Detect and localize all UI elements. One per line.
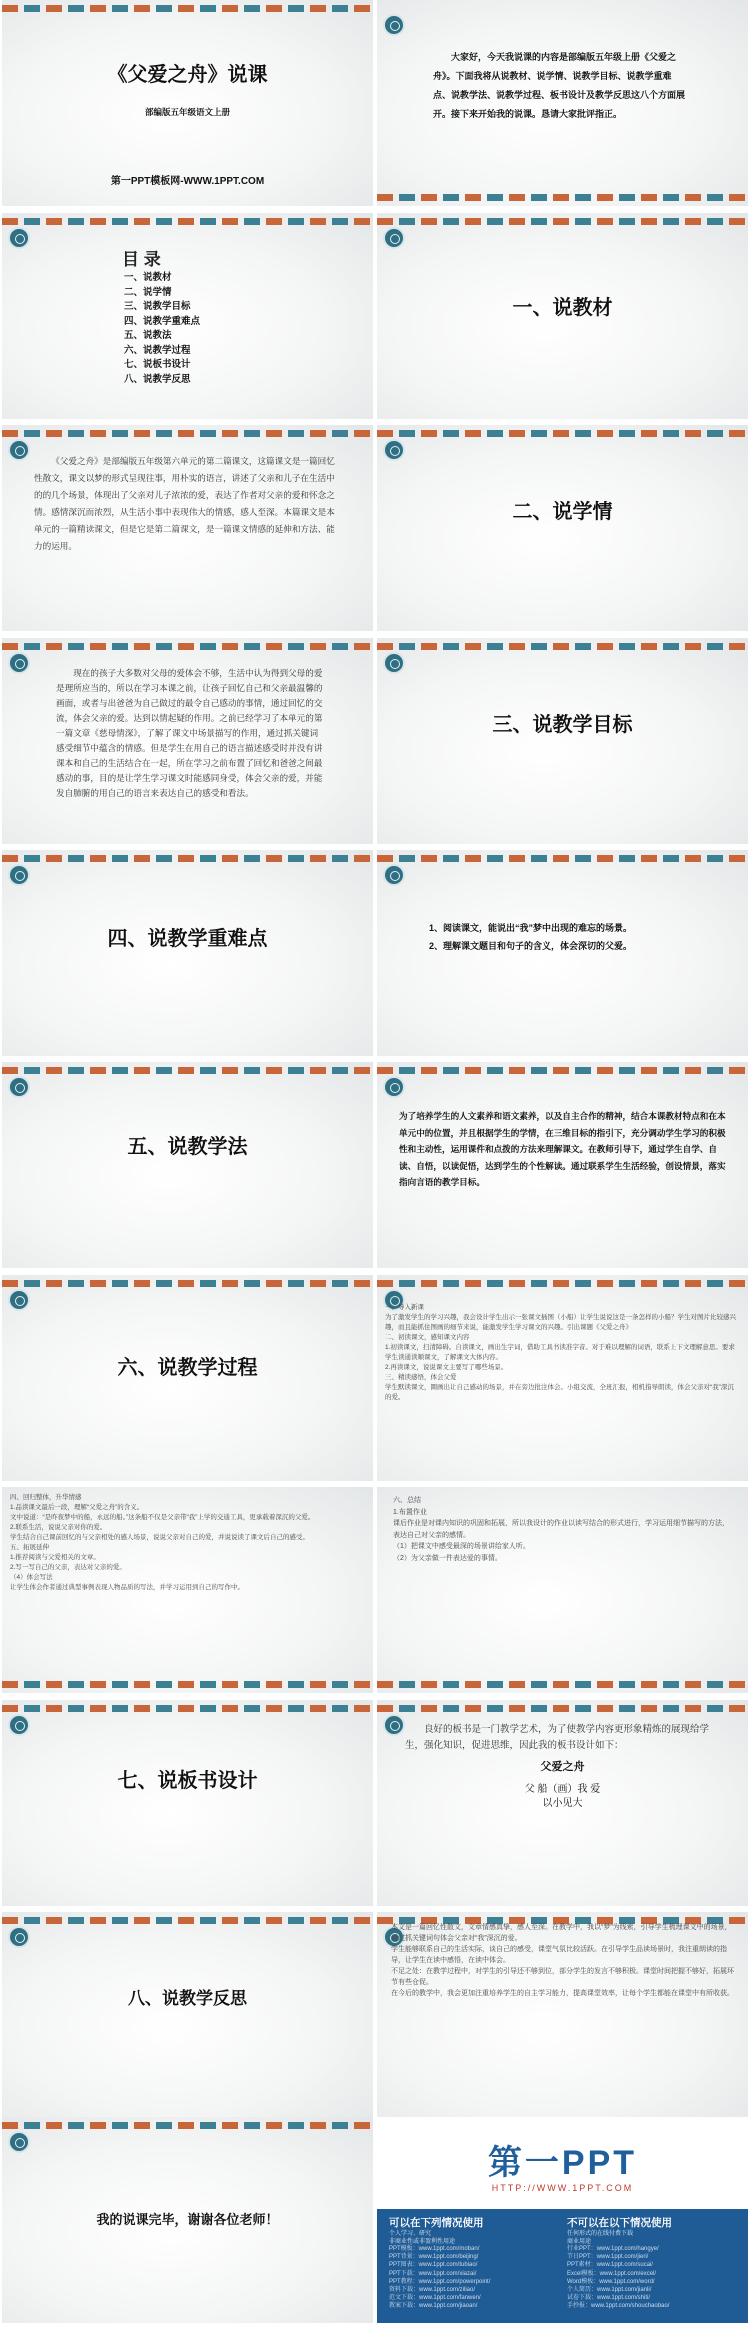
process-line: 让学生体会作者通过典型事例表现人物品质的写法，并学习运用到自己的写作中。 xyxy=(10,1584,244,1591)
homework-line: 课后作业是对课内知识的巩固和拓展，所以我设计的作业以读写结合的形式进行，学习运用细节描写的方法，表达自己对父亲的感情。 xyxy=(393,1520,729,1539)
toc-title: 目 录 xyxy=(122,250,161,269)
resource-link[interactable]: PPT教程：www.1ppt.com/powerpoint/ xyxy=(389,2278,491,2285)
badge-icon xyxy=(383,1076,405,1098)
site-label: 第一PPT模板网-WWW.1PPT.COM xyxy=(110,176,265,187)
slide-18[interactable] xyxy=(377,1700,748,1906)
badge-icon xyxy=(383,227,405,249)
section-heading: 八、说教学反思 xyxy=(128,1989,247,2008)
process-line: 二、初读课文，感知课文内容 xyxy=(385,1334,470,1341)
can-use-title: 可以在下列情况使用 xyxy=(389,2217,484,2229)
can-use-item: 个人学习、研究 xyxy=(389,2231,432,2237)
key-point-1: 1、阅读课文，能说出“我”梦中出现的难忘的场景。 xyxy=(429,923,633,933)
usage-banner xyxy=(377,2209,748,2323)
board-title: 父爱之舟 xyxy=(540,1761,585,1773)
intro-text: 大家好，今天我说课的内容是部编版五年级上册《父爱之舟》。下面我将从说教材、说学情、说教学目标、说教学重难点、说教学法、说教学过程、板书设计及教学反思这八个方面展开。接下来开始我的说课。恳请大家批评指正。 xyxy=(433,52,686,119)
top-stripe xyxy=(2,2122,373,2129)
can-use-column xyxy=(389,2215,564,2246)
top-stripe xyxy=(377,855,748,862)
top-stripe xyxy=(2,855,373,862)
cannot-use-title: 不可以在以下情况使用 xyxy=(567,2217,672,2229)
process-line: 文中说道：“是昨夜梦中的船，永远的船。”这条船不仅是父亲带“我”上学的交通工具，更承载着深沉的父爱。 xyxy=(10,1514,315,1521)
toc-item[interactable]: 三、说教学目标 xyxy=(124,301,191,312)
reflection-text xyxy=(391,1922,736,1999)
cannot-use-column xyxy=(567,2215,742,2246)
bottom-stripe xyxy=(2,1681,373,1688)
process-text-2 xyxy=(10,1493,363,1593)
toc-list xyxy=(124,271,200,387)
resource-link[interactable]: Excel模板：www.1ppt.com/excel/ xyxy=(567,2270,657,2277)
badge-icon xyxy=(383,439,405,461)
process-line: 2.写一写自己的父亲，表达对父亲的爱。 xyxy=(10,1564,126,1571)
slide-subtitle: 部编版五年级语文上册 xyxy=(144,107,230,117)
process-line: 五、拓展延伸 xyxy=(10,1544,49,1551)
homework-line: 六、总结 xyxy=(393,1497,421,1504)
links-left xyxy=(389,2245,564,2311)
top-stripe xyxy=(2,643,373,650)
slide-9[interactable] xyxy=(2,850,373,1056)
badge-icon xyxy=(8,439,30,461)
slide-12[interactable] xyxy=(377,1062,748,1268)
homework-line: 1.布置作业 xyxy=(393,1508,427,1516)
top-stripe xyxy=(2,218,373,225)
top-stripe xyxy=(2,1705,373,1712)
slide-6[interactable] xyxy=(377,425,748,631)
slide-1[interactable] xyxy=(2,0,373,206)
resource-link[interactable]: 节日PPT：www.1ppt.com/jieri/ xyxy=(567,2254,649,2261)
top-stripe xyxy=(377,430,748,437)
key-point-2: 2、理解课文题目和句子的含义，体会深切的父爱。 xyxy=(429,941,633,951)
toc-item[interactable]: 一、说教材 xyxy=(124,272,172,283)
toc-item[interactable]: 四、说教学重难点 xyxy=(124,315,201,327)
top-stripe xyxy=(2,1067,373,1074)
cannot-use-item: 任何形式的在线付费下载 xyxy=(567,2231,634,2237)
slide-15[interactable] xyxy=(2,1487,373,1693)
process-line: 为了激发学生的学习兴趣，我会设计学生出示一张课文插图（小船）让学生说说这是一条怎样的小船？学生对图片比较感兴趣，而且能抓住图画的细节来说，能激发学生学习课文的兴趣。引出课题《父爱之舟》 xyxy=(385,1314,736,1331)
slide-5[interactable] xyxy=(2,425,373,631)
homework-line: （1）把课文中感受最深的场景讲给家人听。 xyxy=(393,1543,530,1550)
slide-17[interactable] xyxy=(2,1700,373,1906)
top-stripe xyxy=(2,1917,373,1924)
toc-item[interactable]: 七、说板书设计 xyxy=(124,359,191,370)
links-right xyxy=(567,2245,742,2311)
homework-line: （2）为父亲做一件表达爱的事情。 xyxy=(393,1554,502,1562)
badge-icon xyxy=(8,1714,30,1736)
toc-item[interactable]: 五、说教法 xyxy=(124,330,172,341)
badge-icon xyxy=(383,1714,405,1736)
resource-link[interactable]: Word模板：www.1ppt.com/word/ xyxy=(567,2278,655,2285)
resource-link[interactable]: PPT素材：www.1ppt.com/sucai/ xyxy=(567,2262,654,2269)
top-stripe xyxy=(2,5,373,12)
badge-icon xyxy=(8,652,30,674)
slide-14[interactable] xyxy=(377,1275,748,1481)
process-line: 2.联系生活，说说父亲对你的爱。 xyxy=(10,1524,107,1531)
process-line: （4）体会写法 xyxy=(10,1574,53,1581)
section-heading: 七、说板书设计 xyxy=(117,1770,258,1792)
badge-icon xyxy=(383,14,405,36)
reflection-line: 在今后的教学中，我会更加注重培养学生的自主学习能力，提高课堂效率，让每个学生都能在课堂中有所收获。 xyxy=(391,1990,734,1997)
board-line-2: 以小见大 xyxy=(542,1798,583,1809)
slide-title: 《父爱之舟》说课 xyxy=(107,64,268,86)
badge-icon xyxy=(8,1076,30,1098)
resource-link[interactable]: 资料下载：www.1ppt.com/ziliao/ xyxy=(389,2287,476,2294)
slide-13[interactable] xyxy=(2,1275,373,1481)
teaching-method-text: 为了培养学生的人文素养和语文素养，以及自主合作的精神，结合本课教材特点和在本单元中的位置，并且根据学生的学情，在三维目标的指引下，充分调动学生学习的积极性和主动性，运用课件和点拨的方法来理解课文。在教师引导下，通过学生自学、自读、自悟，以读促悟，达到学生的个性解读。通过联系学生生活经验，创设情景，落实指向言语的教学目标。 xyxy=(399,1111,726,1187)
teaching-material-text: 《父爱之舟》是部编版五年级第六单元的第二篇课文，这篇课文是一篇回忆性散文，课文以梦的形式呈现往事，用朴实的语言，讲述了父亲和儿子在生活中的的几个场景，体现出了父亲对儿子浓浓的爱，表达了作者对父亲的爱和怀念之情。感情深沉而浓烈，从生活小事中表现伟大的情感，感人至深。本篇课文是本单元的一篇精读课文，但是它是第二篇课文，是一篇课文情感的延伸和方法、能力的运用。 xyxy=(34,456,335,551)
slide-19[interactable] xyxy=(2,1912,373,2118)
slide-3[interactable] xyxy=(2,213,373,419)
resource-link[interactable]: 教案下载：www.1ppt.com/jiaoan/ xyxy=(389,2303,478,2310)
slide-7[interactable] xyxy=(2,638,373,844)
ppt-url[interactable]: HTTP://WWW.1PPT.COM xyxy=(491,2183,634,2193)
badge-icon xyxy=(8,864,30,886)
board-intro: 良好的板书是一门教学艺术，为了使教学内容更形象精炼的展现给学生，强化知识，促进思维，因此我的板书设计如下： xyxy=(405,1724,710,1751)
ppt-logo: 第一PPT xyxy=(487,2144,638,2182)
section-heading: 三、说教学目标 xyxy=(492,714,633,736)
slide-22[interactable] xyxy=(377,2117,748,2323)
process-line: 学生默读课文，圈画出让自己感动的场景，并在旁边批注体会。小组交流，全班汇报，相机指导朗读，体会父亲对“我”深沉的爱。 xyxy=(385,1384,734,1401)
process-line: 学生结合自己课前回忆的与父亲相处的感人场景，说说父亲对自己的爱，并说说读了课文后自己的感受。 xyxy=(10,1534,309,1541)
toc-item[interactable]: 二、说学情 xyxy=(124,286,172,298)
board-line-1: 父 船（画）我 爱 xyxy=(524,1784,601,1795)
resource-link[interactable]: 行业PPT：www.1ppt.com/hangye/ xyxy=(567,2246,659,2252)
bottom-stripe xyxy=(377,194,748,201)
slide-10[interactable] xyxy=(377,850,748,1056)
closing-text: 我的说课完毕，谢谢各位老师！ xyxy=(96,2212,279,2227)
resource-link[interactable]: PPT图表：www.1ppt.com/tubiao/ xyxy=(389,2262,478,2269)
badge-icon xyxy=(383,652,405,674)
section-heading: 五、说教学法 xyxy=(127,1136,248,1158)
process-line: 四、回归整体，升华情感 xyxy=(10,1494,82,1501)
badge-icon xyxy=(8,2131,30,2153)
top-stripe xyxy=(377,643,748,650)
section-heading: 六、说教学过程 xyxy=(117,1357,258,1379)
process-line: 1.品读课文最后一段，理解“父爱之舟”的含义。 xyxy=(10,1504,144,1511)
top-stripe xyxy=(377,1067,748,1074)
toc-item[interactable]: 八、说教学反思 xyxy=(124,373,191,385)
resource-link[interactable]: 试卷下载：www.1ppt.com/shiti/ xyxy=(567,2295,651,2302)
process-text xyxy=(385,1303,738,1403)
process-line: 1.推荐阅读与父爱相关的文章。 xyxy=(10,1554,100,1561)
slide-21[interactable] xyxy=(2,2117,373,2323)
badge-icon xyxy=(8,227,30,249)
resource-link[interactable]: 手抄报：www.1ppt.com/shouchaobao/ xyxy=(567,2303,670,2310)
cannot-use-item: 商业用途 xyxy=(567,2239,592,2245)
section-heading: 四、说教学重难点 xyxy=(107,928,268,950)
homework-text xyxy=(393,1495,734,1564)
resource-link[interactable]: 个人简历：www.1ppt.com/jianli/ xyxy=(567,2287,652,2294)
slide-16[interactable] xyxy=(377,1487,748,1693)
resource-link[interactable]: PPT模板：www.1ppt.com/moban/ xyxy=(389,2246,480,2252)
resource-link[interactable]: PPT下载：www.1ppt.com/xiazai/ xyxy=(389,2270,477,2277)
badge-icon xyxy=(383,864,405,886)
reflection-line: 学生能够联系自己的生活实际，谈自己的感受，课堂气氛比较活跃。在引导学生品读场景时，我注重朗读的指导，让学生在读中感悟，在读中体会。 xyxy=(391,1946,727,1964)
slide-2[interactable] xyxy=(377,0,748,206)
process-line: 2.再读课文，说说课文主要写了哪些场景。 xyxy=(385,1364,508,1371)
badge-icon xyxy=(8,1289,30,1311)
top-stripe xyxy=(2,1280,373,1287)
slide-11[interactable] xyxy=(2,1062,373,1268)
student-analysis-text: 现在的孩子大多数对父母的爱体会不够，生活中认为得到父母的爱是理所应当的，所以在学习本课之前，让孩子回忆自己和父亲最温馨的画面，或者与出爸爸为自己做过的最令自己感动的事情，通过回忆的交流，体会父亲的爱。达到以情起疑的作用。之前已经学习了本单元的第一篇文章《慈母情深》，了解了课文中场景描写的作用，通过抓关键词感受细节中蕴含的情感。但是学生在用自己的语言描述感受时并没有讲课本和自己的生活结合在一起，所在学习之前布置了回忆和爸爸之间最感动的事，目的是让学生学习课文时能感同身受，体会父亲的爱，并能发自肺腑的用自己的语言来表达自己的感受和看法。 xyxy=(56,668,323,798)
top-stripe xyxy=(377,218,748,225)
slide-4[interactable] xyxy=(377,213,748,419)
top-stripe xyxy=(377,1705,748,1712)
badge-icon xyxy=(8,1926,30,1948)
resource-link[interactable]: PPT背景：www.1ppt.com/beijing/ xyxy=(389,2254,479,2261)
process-line: 1.初读课文，扫清障碍。自读课文，画出生字词，借助工具书读准字音。对于难以理解的词语，联系上下文理解意思。要求学生读通读顺课文，了解课文大体内容。 xyxy=(385,1344,735,1361)
section-heading: 二、说学情 xyxy=(512,501,613,523)
process-line: 三、精读感悟，体会父爱 xyxy=(385,1374,457,1381)
section-heading: 一、说教材 xyxy=(512,297,613,319)
toc-item[interactable]: 六、说教学过程 xyxy=(124,344,191,356)
can-use-item: 非商业性或非盈利性用途 xyxy=(389,2239,456,2245)
resource-link[interactable]: 范文下载：www.1ppt.com/fanwen/ xyxy=(389,2295,481,2302)
process-line: 一、导入新课 xyxy=(385,1304,424,1311)
bottom-stripe xyxy=(377,1681,748,1688)
slide-8[interactable] xyxy=(377,638,748,844)
reflection-line: 本文是一篇回忆性散文，文章情感真挚，感人至深。在教学中，我以“梦”为线索，引导学生梳理课文中的场景，通过抓关键词句体会父亲对“我”深沉的爱。 xyxy=(391,1924,732,1942)
top-stripe xyxy=(377,1280,748,1287)
reflection-line: 不足之处：在教学过程中，对学生的引导还不够到位，部分学生的发言不够积极。课堂时间把握不够好，拓展环节有些仓促。 xyxy=(391,1968,734,1986)
slide-20[interactable] xyxy=(377,1912,748,2118)
top-stripe xyxy=(2,430,373,437)
